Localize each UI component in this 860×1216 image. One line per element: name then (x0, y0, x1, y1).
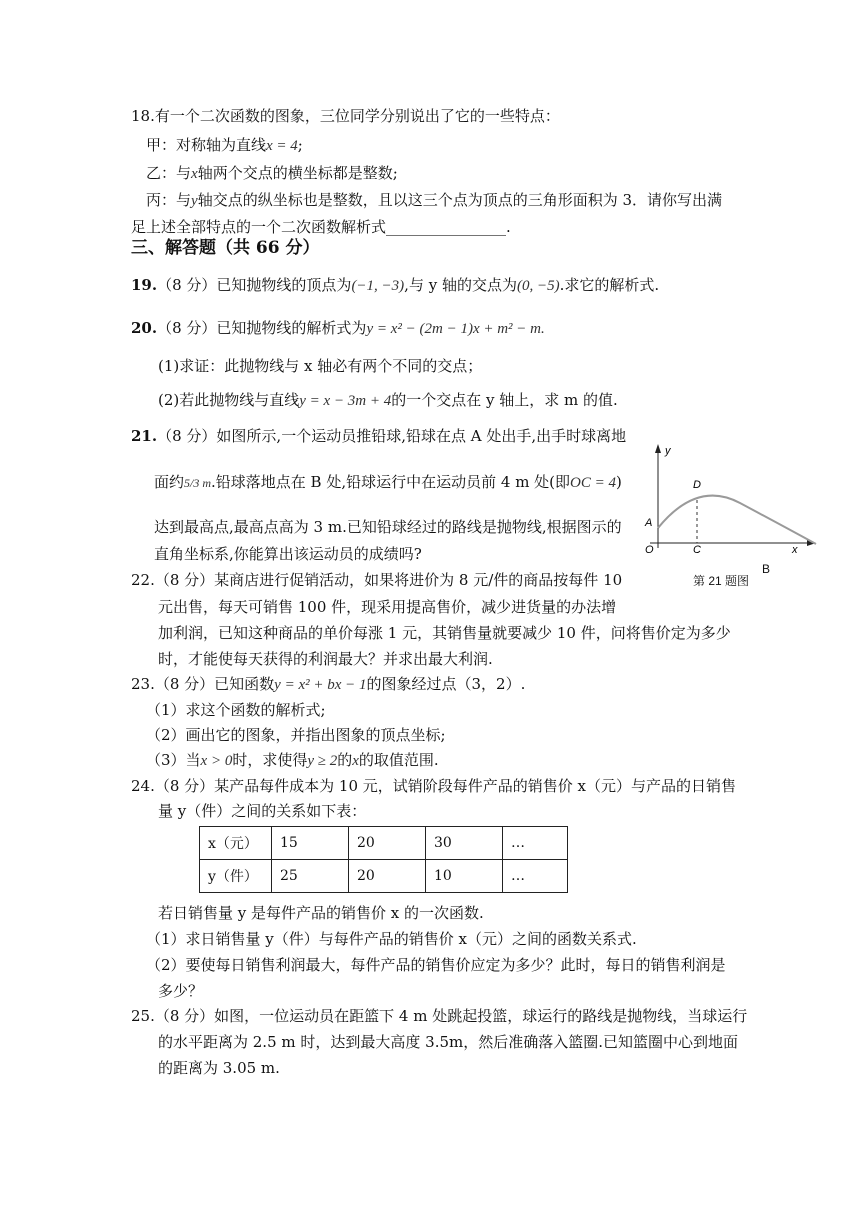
q22-line3: 加利润，已知这种商品的单价每涨 1 元，其销售量就要减少 10 件，问将售价定为多少 (158, 624, 731, 642)
q22-line4: 时，才能使每天获得的利润最大？并求出最大利润. (158, 650, 493, 668)
q23-part1: （1）求这个函数的解析式; (146, 701, 326, 719)
q21-line1: 21.（8 分）如图所示,一个运动员推铅球,铅球在点 A 处出手,出手时球离地 (131, 427, 627, 445)
table-cell: 25 (272, 860, 349, 893)
price-sales-table (199, 826, 568, 893)
q18-line3: 乙：与x轴两个交点的横坐标都是整数; (146, 164, 398, 182)
q19: 19.（8 分）已知抛物线的顶点为(−1, −3),与 y 轴的交点为(0, −5).求它的解析式. (131, 276, 660, 294)
q18-line4: 丙：与y轴交点的纵坐标也是整数，且以这三个点为顶点的三角形面积为 3．请你写出满 (146, 191, 723, 209)
table-row (200, 860, 568, 893)
q20-stem: 20.（8 分）已知抛物线的解析式为y = x² − (2m − 1)x + m² − m. (131, 319, 545, 337)
table-cell: … (503, 827, 568, 860)
q18-line1: 18.有一个二次函数的图象，三位同学分别说出了它的一些特点： (131, 107, 560, 125)
table-cell: x（元） (200, 827, 272, 860)
q20-part1: (1)求证：此抛物线与 x 轴必有两个不同的交点； (158, 357, 483, 375)
label-B: B (762, 562, 771, 576)
q24-part2: （2）要使每日销售利润最大，每件产品的销售价应定为多少？此时，每日的销售利润是 (146, 956, 726, 974)
q22-line1: 22.（8 分）某商店进行促销活动，如果将进价为 8 元/件的商品按每件 10 (131, 571, 623, 589)
q23-stem: 23.（8 分）已知函数y = x² + bx − 1的图象经过点（3，2）. (131, 675, 526, 693)
q20-part2: (2)若此抛物线与直线y = x − 3m + 4的一个交点在 y 轴上，求 m 的值. (158, 391, 618, 409)
q25-line3: 的距离为 3.05 m. (158, 1059, 280, 1077)
q18-line2: 甲：对称轴为直线x = 4; (146, 136, 303, 154)
table-cell: 20 (349, 860, 426, 893)
q22-line2: 元出售，每天可销售 100 件，现采用提高售价，减少进货量的办法增 (158, 598, 617, 616)
label-y: y (665, 445, 671, 457)
q24-line3: 若日销售量 y 是每件产品的销售价 x 的一次函数. (158, 904, 484, 922)
label-A: A (645, 517, 653, 529)
y-axis-arrow (655, 444, 661, 453)
q24-part2-cont: 多少？ (158, 982, 204, 1000)
table-cell: y（件） (200, 860, 272, 893)
table-cell: 15 (272, 827, 349, 860)
shot-trajectory (658, 496, 816, 544)
q25-line1: 25.（8 分）如图，一位运动员在距篮下 4 m 处跳起投篮，球运行的路线是抛物线，当球运行 (131, 1007, 748, 1025)
q21-line3: 达到最高点,最高点高为 3 m.已知铅球经过的路线是抛物线,根据图示的 (154, 518, 622, 536)
q21-line2: 面约5/3 m.铅球落地点在 B 处,铅球运行中在运动员前 4 m 处(即OC = 4) (154, 473, 622, 491)
table-cell: 30 (426, 827, 503, 860)
table-cell: … (503, 860, 568, 893)
table-cell: 10 (426, 860, 503, 893)
q24-line1: 24.（8 分）某产品每件成本为 10 元，试销阶段每件产品的销售价 x（元）与产品的日销售 (131, 777, 737, 795)
label-C: C (693, 544, 701, 556)
q24-line2: 量 y（件）之间的关系如下表： (158, 802, 367, 820)
q23-part2: （2）画出它的图象，并指出图象的顶点坐标; (146, 726, 446, 744)
label-D: D (693, 479, 701, 491)
q23-part3: （3）当x > 0时，求使得y ≥ 2的x的取值范围. (146, 751, 439, 769)
section-heading: 三、解答题（共 66 分） (131, 238, 320, 258)
q18-line5: 足上述全部特点的一个二次函数解析式________________. (131, 218, 511, 236)
figure-21-caption: 第 21 题图 (693, 574, 750, 588)
label-O: O (645, 544, 654, 556)
q24-part1: （1）求日销售量 y（件）与每件产品的销售价 x（元）之间的函数关系式. (146, 930, 637, 948)
q21-line4: 直角坐标系,你能算出该运动员的成绩吗? (154, 545, 422, 563)
table-cell: 20 (349, 827, 426, 860)
label-x: x (792, 544, 798, 556)
q25-line2: 的水平距离为 2.5 m 时，达到最大高度 3.5m，然后准确落入篮圈.已知篮圈中心到地面 (158, 1033, 739, 1051)
table-row (200, 827, 568, 860)
figure-21-diagram (640, 440, 820, 590)
